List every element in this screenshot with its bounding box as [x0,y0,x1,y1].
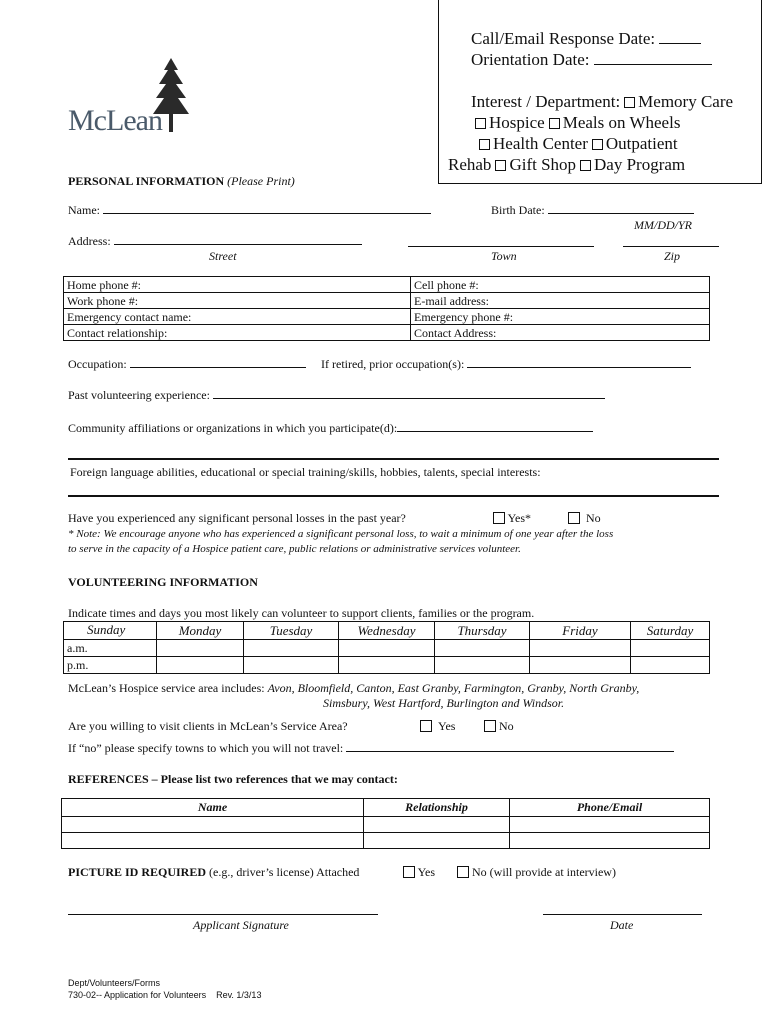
references-table [61,798,710,849]
interest-row-1: Interest / Department: Memory Care [471,92,734,111]
ref-cell[interactable] [510,817,710,833]
availability-table [63,621,710,674]
retired-occupation-field[interactable]: If retired, prior occupation(s): [321,357,691,371]
cell-phone-cell[interactable]: Cell phone #: [411,277,710,293]
references-heading: REFERENCES – Please list two references that we may contact: [68,772,398,786]
visit-no-checkbox[interactable] [484,720,496,732]
losses-question: Have you experienced any significant personal losses in the past year? [68,511,406,525]
emergency-phone-cell[interactable]: Emergency phone #: [411,309,710,325]
name-field[interactable]: Name: [68,203,431,217]
availability-cell[interactable] [435,640,530,657]
day-header: Tuesday [244,622,339,640]
footer-line2: 730-02-- Application for Volunteers Rev. 1/3/13 [68,990,262,1000]
day-header: Wednesday [339,622,435,640]
day-header: Thursday [435,622,530,640]
ref-col-relationship: Relationship [364,799,510,817]
volunteering-heading: VOLUNTEERING INFORMATION [68,575,258,589]
availability-cell[interactable] [435,657,530,674]
logo-wordmark: McLean [68,104,162,137]
emergency-contact-cell[interactable]: Emergency contact name: [64,309,411,325]
meals-on-wheels-checkbox[interactable] [549,118,560,129]
day-header-sunday: Sunday [87,622,126,637]
visit-yes-checkbox[interactable] [420,720,432,732]
picture-yes-checkbox[interactable] [403,866,415,878]
availability-cell[interactable] [244,657,339,674]
birth-date-field[interactable]: Birth Date: [491,203,694,217]
losses-note-line1: * Note: We encourage anyone who has experienced a significant personal loss, to wait a minimum of one year after the loss [68,528,614,540]
street-caption: Street [209,249,237,263]
community-field[interactable]: Community affiliations or organizations in which you participate(d): [68,421,593,435]
ref-cell[interactable] [364,833,510,849]
service-area-line1: McLean’s Hospice service area includes: Avon, Bloomfield, Canton, East Granby, Farmington, Granby, North Granby, [68,681,640,695]
contact-address-cell[interactable]: Contact Address: [411,325,710,341]
picture-no-option[interactable]: No (will provide at interview) [457,865,616,879]
office-use-box [438,0,762,184]
pm-row-label: p.m. [64,657,157,674]
ref-col-name: Name [62,799,364,817]
availability-cell[interactable] [631,657,710,674]
memory-care-checkbox[interactable] [624,97,635,108]
visit-yes-option[interactable]: Yes [420,719,455,733]
volunteering-intro: Indicate times and days you most likely can volunteer to support clients, families or the program. [68,606,535,620]
contact-relationship-cell[interactable]: Contact relationship: [64,325,411,341]
availability-cell[interactable] [339,640,435,657]
signature-line[interactable] [68,914,378,915]
availability-cell[interactable] [244,640,339,657]
birth-date-format: MM/DD/YR [634,218,692,232]
response-date-field[interactable]: Call/Email Response Date: [471,28,701,49]
losses-yes-checkbox[interactable] [493,512,505,524]
ref-cell[interactable] [62,817,364,833]
home-phone-cell[interactable]: Home phone #: [64,277,411,293]
foreign-language-line[interactable] [68,495,719,497]
ref-cell[interactable] [364,817,510,833]
availability-cell[interactable] [631,640,710,657]
losses-no-option[interactable]: No [568,511,601,525]
towns-field[interactable]: If “no” please specify towns to which you will not travel: [68,741,674,755]
picture-no-checkbox[interactable] [457,866,469,878]
losses-yes-option[interactable]: Yes* [493,511,531,525]
gift-shop-checkbox[interactable] [580,160,591,171]
interest-row-4: Rehab Gift Shop Day Program [448,155,686,174]
outpatient-checkbox[interactable] [592,139,603,150]
health-center-checkbox[interactable] [479,139,490,150]
losses-note-line2: to serve in the capacity of a Hospice patient care, public relations or administrative services volunteer. [68,543,521,555]
address-field[interactable]: Address: [68,234,362,248]
ref-cell[interactable] [510,833,710,849]
rehab-checkbox[interactable] [495,160,506,171]
orientation-date-field[interactable]: Orientation Date: [471,49,712,70]
ref-cell[interactable] [62,833,364,849]
email-cell[interactable]: E-mail address: [411,293,710,309]
day-header: Saturday [631,622,710,640]
contact-grid [63,276,710,341]
picture-id-label: PICTURE ID REQUIRED (e.g., driver’s license) Attached [68,865,360,879]
hospice-checkbox[interactable] [475,118,486,129]
day-header: Friday [530,622,631,640]
zip-caption: Zip [664,249,681,263]
town-caption: Town [491,249,517,263]
date-caption: Date [610,918,634,932]
visit-question: Are you willing to visit clients in McLean’s Service Area? [68,719,348,733]
town-line[interactable] [408,246,594,247]
work-phone-cell[interactable]: Work phone #: [64,293,411,309]
divider [68,458,719,460]
availability-cell[interactable] [530,657,631,674]
availability-cell[interactable] [530,640,631,657]
day-header: Monday [157,622,244,640]
am-row-label: a.m. [64,640,157,657]
availability-cell[interactable] [339,657,435,674]
picture-yes-option[interactable]: Yes [403,865,435,879]
signature-caption: Applicant Signature [193,918,289,932]
zip-line[interactable] [623,246,719,247]
past-volunteering-field[interactable]: Past volunteering experience: [68,388,605,402]
interest-row-3: Health Center Outpatient [475,133,678,154]
interest-row-2: Hospice Meals on Wheels [471,112,680,133]
availability-cell[interactable] [157,640,244,657]
date-line[interactable] [543,914,702,915]
availability-cell[interactable] [157,657,244,674]
foreign-language-label: Foreign language abilities, educational or special training/skills, hobbies, talents, special interests: [70,465,541,479]
ref-col-phone: Phone/Email [510,799,710,817]
service-area-line2: Simsbury, West Hartford, Burlington and Windsor. [323,696,565,710]
occupation-field[interactable]: Occupation: [68,357,306,371]
footer-line1: Dept/Volunteers/Forms [68,978,161,988]
personal-info-heading: PERSONAL INFORMATION (Please Print) [68,174,295,188]
losses-no-checkbox[interactable] [568,512,580,524]
visit-no-option[interactable]: No [484,719,514,733]
